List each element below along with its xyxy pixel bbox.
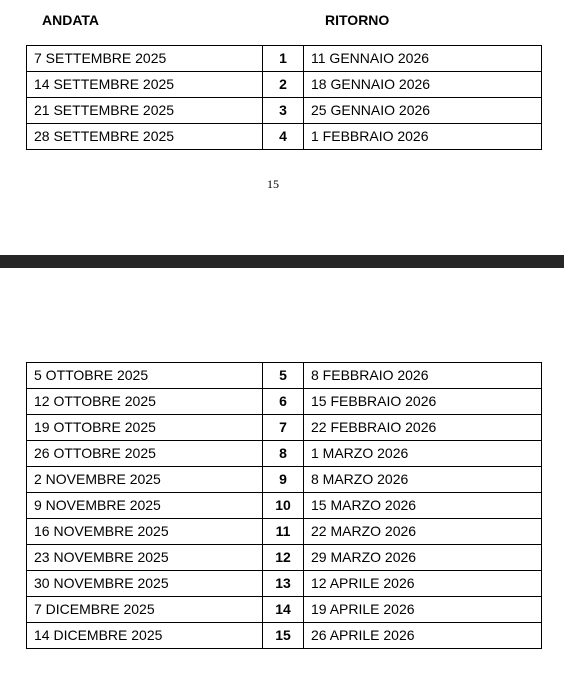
table-row (27, 597, 542, 623)
table-row (27, 363, 542, 389)
ritorno-date-cell: 22 MARZO 2026 (304, 519, 542, 545)
ritorno-date-cell: 29 MARZO 2026 (304, 545, 542, 571)
andata-date-cell: 26 OTTOBRE 2025 (27, 441, 263, 467)
table-row (27, 415, 542, 441)
page-separator (0, 255, 564, 268)
matchday-number-cell: 13 (263, 571, 304, 597)
matchday-number-cell: 1 (263, 46, 304, 72)
page-number: 15 (267, 177, 279, 191)
andata-date-cell: 16 NOVEMBRE 2025 (27, 519, 263, 545)
andata-date-cell: 19 OTTOBRE 2025 (27, 415, 263, 441)
andata-date-cell: 23 NOVEMBRE 2025 (27, 545, 263, 571)
table-row (27, 72, 542, 98)
table-row (27, 467, 542, 493)
andata-date-cell: 14 DICEMBRE 2025 (27, 623, 263, 649)
andata-date-cell: 14 SETTEMBRE 2025 (27, 72, 263, 98)
matchday-number-cell: 2 (263, 72, 304, 98)
matchday-number-cell: 7 (263, 415, 304, 441)
schedule-table-page-16 (26, 362, 542, 649)
andata-date-cell: 9 NOVEMBRE 2025 (27, 493, 263, 519)
matchday-number-cell: 10 (263, 493, 304, 519)
andata-date-cell: 2 NOVEMBRE 2025 (27, 467, 263, 493)
matchday-number-cell: 15 (263, 623, 304, 649)
matchday-number-cell: 14 (263, 597, 304, 623)
ritorno-date-cell: 15 FEBBRAIO 2026 (304, 389, 542, 415)
andata-date-cell: 5 OTTOBRE 2025 (27, 363, 263, 389)
table-row (27, 389, 542, 415)
matchday-number-cell: 8 (263, 441, 304, 467)
table-row (27, 124, 542, 150)
ritorno-date-cell: 26 APRILE 2026 (304, 623, 542, 649)
matchday-number-cell: 3 (263, 98, 304, 124)
ritorno-date-cell: 25 GENNAIO 2026 (304, 98, 542, 124)
andata-date-cell: 7 DICEMBRE 2025 (27, 597, 263, 623)
table-row (27, 441, 542, 467)
ritorno-date-cell: 8 FEBBRAIO 2026 (304, 363, 542, 389)
ritorno-date-cell: 18 GENNAIO 2026 (304, 72, 542, 98)
table-row (27, 519, 542, 545)
matchday-number-cell: 9 (263, 467, 304, 493)
ritorno-date-cell: 22 FEBBRAIO 2026 (304, 415, 542, 441)
ritorno-date-cell: 19 APRILE 2026 (304, 597, 542, 623)
schedule-table-page-15 (26, 45, 542, 150)
table-row (27, 571, 542, 597)
andata-date-cell: 28 SETTEMBRE 2025 (27, 124, 263, 150)
table-row (27, 46, 542, 72)
matchday-number-cell: 11 (263, 519, 304, 545)
ritorno-date-cell: 11 GENNAIO 2026 (304, 46, 542, 72)
ritorno-date-cell: 15 MARZO 2026 (304, 493, 542, 519)
ritorno-date-cell: 1 MARZO 2026 (304, 441, 542, 467)
table-row (27, 493, 542, 519)
andata-header: ANDATA (42, 12, 100, 28)
table-row (27, 98, 542, 124)
ritorno-date-cell: 12 APRILE 2026 (304, 571, 542, 597)
ritorno-date-cell: 8 MARZO 2026 (304, 467, 542, 493)
andata-date-cell: 12 OTTOBRE 2025 (27, 389, 263, 415)
matchday-number-cell: 4 (263, 124, 304, 150)
matchday-number-cell: 6 (263, 389, 304, 415)
andata-date-cell: 7 SETTEMBRE 2025 (27, 46, 263, 72)
ritorno-header: RITORNO (325, 12, 390, 28)
andata-date-cell: 30 NOVEMBRE 2025 (27, 571, 263, 597)
matchday-number-cell: 5 (263, 363, 304, 389)
ritorno-date-cell: 1 FEBBRAIO 2026 (304, 124, 542, 150)
andata-date-cell: 21 SETTEMBRE 2025 (27, 98, 263, 124)
table-row (27, 623, 542, 649)
table-row (27, 545, 542, 571)
matchday-number-cell: 12 (263, 545, 304, 571)
